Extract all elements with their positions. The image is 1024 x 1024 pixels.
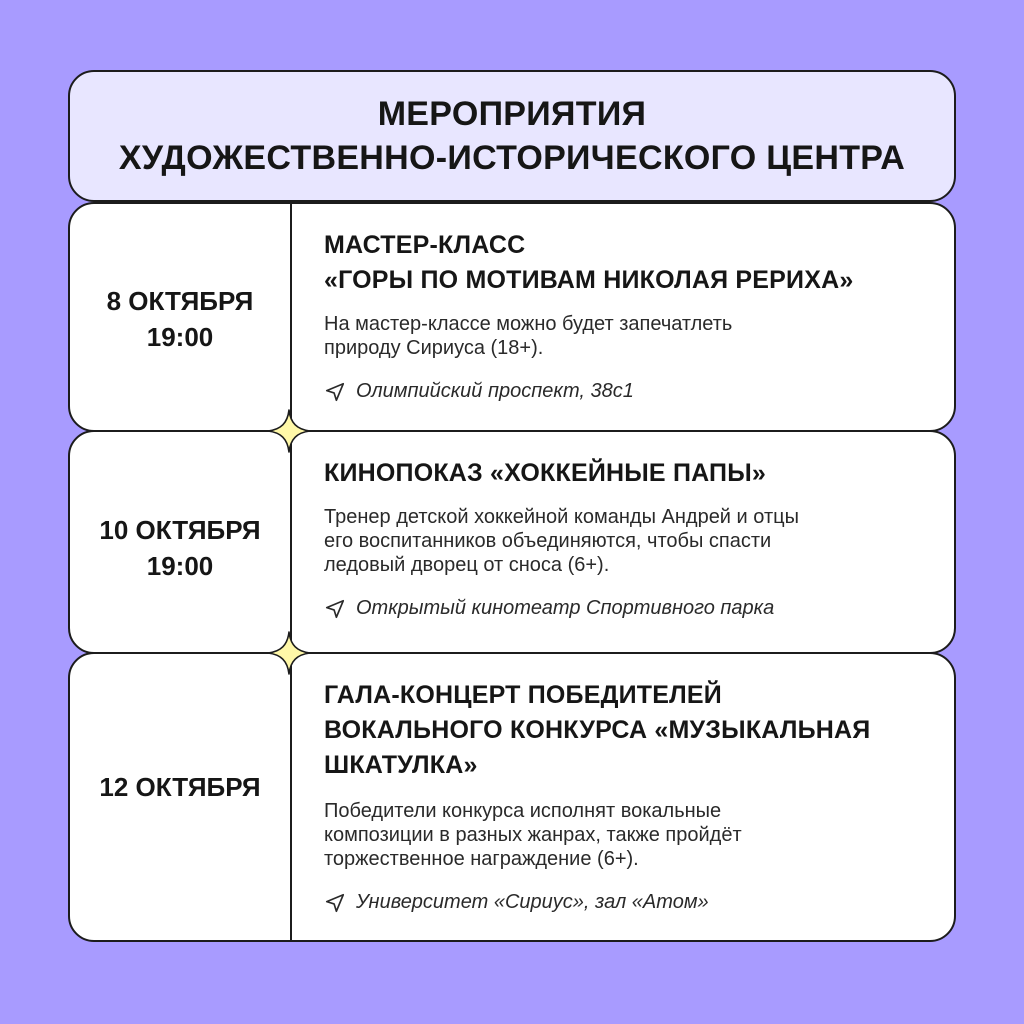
event-title-line: ШКАТУЛКА» (324, 751, 478, 779)
event-location (324, 597, 934, 620)
event-location (324, 891, 934, 914)
event-description-line: ледовый дворец от сноса (6+). (324, 554, 610, 576)
event-content (324, 678, 934, 914)
event-content (324, 456, 934, 620)
event-description-line: природу Сириуса (18+). (324, 337, 544, 359)
page-header (68, 70, 956, 202)
page-title-line-1: МЕРОПРИЯТИЯ (377, 95, 647, 133)
event-title-line: КИНОПОКАЗ «ХОККЕЙНЫЕ ПАПЫ» (324, 459, 766, 487)
event-description-line: торжественное награждение (6+). (324, 848, 639, 870)
event-location-text: Открытый кинотеатр Спортивного парка (356, 597, 775, 619)
navigation-arrow-icon (324, 381, 346, 403)
event-title-line: ВОКАЛЬНОГО КОНКУРСА «МУЗЫКАЛЬНАЯ (324, 716, 871, 744)
page-title-line-2: ХУДОЖЕСТВЕННО-ИСТОРИЧЕСКОГО ЦЕНТРА (118, 139, 906, 177)
event-content (324, 228, 934, 403)
event-location (324, 380, 934, 403)
event-date-day: 10 ОКТЯБРЯ (99, 515, 261, 545)
event-card-3 (68, 652, 956, 942)
event-location-text: Университет «Сириус», зал «Атом» (356, 891, 709, 913)
event-card-1 (68, 202, 956, 432)
event-description-line: На мастер-классе можно будет запечатлеть (324, 313, 733, 335)
event-description-line: Победители конкурса исполнят вокальные (324, 800, 722, 822)
event-title-line: «ГОРЫ ПО МОТИВАМ НИКОЛАЯ РЕРИХА» (324, 266, 854, 294)
card-divider (290, 204, 292, 430)
event-date-day: 8 ОКТЯБРЯ (106, 286, 254, 316)
card-divider (290, 654, 292, 940)
event-title-line: ГАЛА-КОНЦЕРТ ПОБЕДИТЕЛЕЙ (324, 681, 722, 709)
card-divider (290, 432, 292, 652)
navigation-arrow-icon (324, 892, 346, 914)
event-description-line: композиции в разных жанрах, также пройдёт (324, 824, 742, 846)
event-card-2 (68, 430, 956, 654)
event-description-line: Тренер детской хоккейной команды Андрей и отцы (324, 506, 799, 528)
event-date-time: 19:00 (146, 551, 214, 581)
event-date (70, 432, 290, 652)
event-title-line: МАСТЕР-КЛАСС (324, 231, 526, 259)
event-date (70, 654, 290, 940)
event-date-time: 19:00 (146, 322, 214, 352)
navigation-arrow-icon (324, 598, 346, 620)
event-description-line: его воспитанников объединяются, чтобы спасти (324, 530, 772, 552)
event-location-text: Олимпийский проспект, 38с1 (356, 380, 634, 402)
event-date-day: 12 ОКТЯБРЯ (99, 772, 261, 802)
event-date (70, 204, 290, 430)
sparkle-star-icon (267, 409, 311, 453)
sparkle-star-icon (267, 631, 311, 675)
